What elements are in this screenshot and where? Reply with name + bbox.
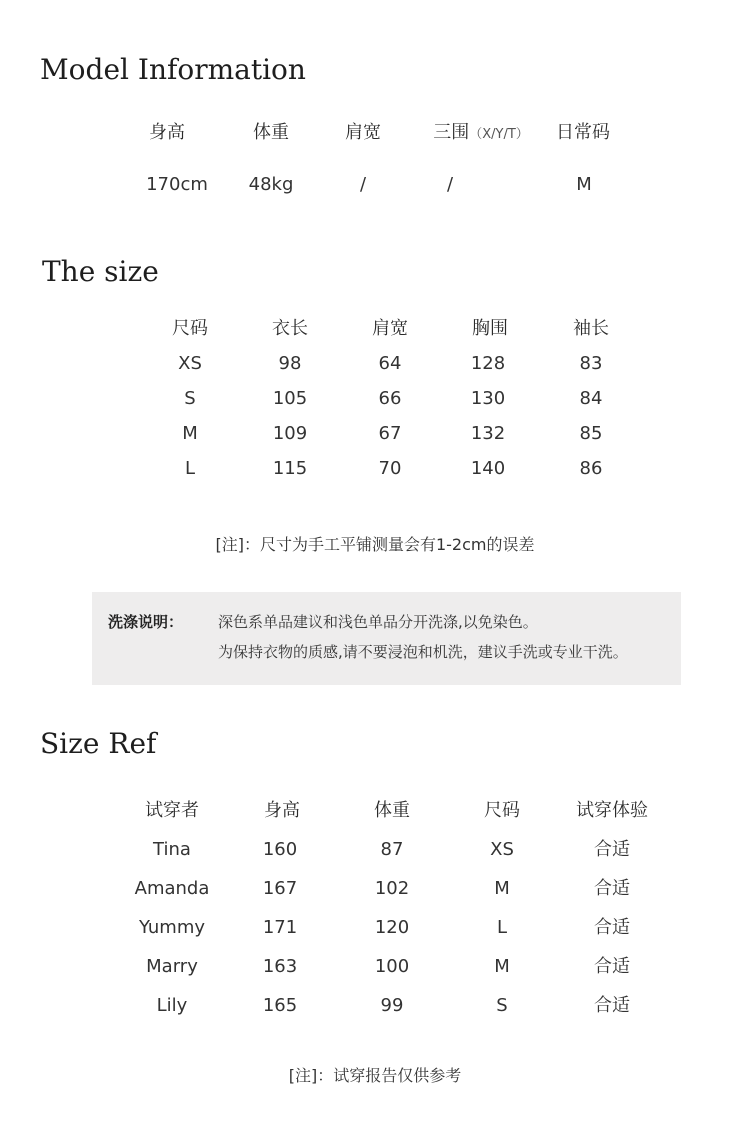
size-cell: L: [496, 917, 508, 938]
size-table-title: The size: [42, 255, 159, 288]
model-value-height: 170cm: [146, 174, 208, 195]
sleeve-cell: 84: [579, 388, 603, 409]
fit-cell: 合适: [594, 917, 630, 938]
size-cell: M: [182, 423, 198, 444]
height-cell: 165: [262, 995, 298, 1016]
table-row: [0, 384, 750, 414]
size-table-note: [注]：尺寸为手工平铺测量会有1-2cm的误差: [215, 535, 535, 554]
chest-cell: 130: [470, 388, 506, 409]
height-cell: 163: [262, 956, 298, 977]
size-header-shoulder: 肩宽: [372, 318, 408, 339]
ref-header-weight: 体重: [374, 800, 410, 821]
sleeve-cell: 83: [579, 353, 603, 374]
table-row: [0, 454, 750, 484]
table-row: [0, 913, 750, 943]
weight-cell: 87: [380, 839, 404, 860]
model-value-shoulder: /: [359, 174, 367, 195]
shoulder-cell: 67: [378, 423, 402, 444]
washing-line-1: 深色系单品建议和浅色单品分开洗涤,以免染色。: [218, 613, 538, 631]
model-header-shoulder: 肩宽: [345, 122, 381, 143]
model-header-measurements-label: 三围: [433, 122, 470, 143]
model-info-value-row: [0, 170, 750, 200]
size-ref-note: [注]：试穿报告仅供参考: [288, 1066, 462, 1085]
fit-cell: 合适: [594, 956, 630, 977]
table-row: [0, 419, 750, 449]
weight-cell: 102: [374, 878, 410, 899]
washing-instructions-box: [92, 592, 681, 685]
table-row: [0, 835, 750, 865]
height-cell: 171: [262, 917, 298, 938]
model-info-header-row: [0, 118, 750, 148]
fit-cell: 合适: [594, 839, 630, 860]
shoulder-cell: 66: [378, 388, 402, 409]
height-cell: 160: [262, 839, 298, 860]
size-header-length: 衣长: [272, 318, 308, 339]
model-header-height: 身高: [149, 122, 185, 143]
size-cell: XS: [490, 839, 514, 860]
chest-cell: 128: [470, 353, 506, 374]
tester-cell: Marry: [146, 956, 198, 977]
model-header-measurements-sub: （X/Y/T）: [469, 127, 529, 142]
table-row: [0, 349, 750, 379]
model-header-measurements: [433, 118, 529, 150]
chest-cell: 132: [470, 423, 506, 444]
size-header-sleeve: 袖长: [573, 318, 609, 339]
chest-cell: 140: [470, 458, 506, 479]
tester-cell: Tina: [153, 839, 191, 860]
table-row: [0, 874, 750, 904]
sleeve-cell: 85: [579, 423, 603, 444]
model-value-daily-size: M: [576, 174, 592, 195]
size-ref-header-row: [0, 796, 750, 826]
length-cell: 115: [272, 458, 308, 479]
model-info-title: Model Information: [40, 53, 306, 86]
weight-cell: 120: [374, 917, 410, 938]
size-ref-title: Size Ref: [40, 727, 157, 760]
size-cell: XS: [178, 353, 202, 374]
washing-line-2: 为保持衣物的质感,请不要浸泡和机洗，建议手洗或专业干洗。: [218, 643, 628, 661]
washing-label: 洗涤说明：: [108, 613, 184, 631]
size-cell: S: [184, 388, 196, 409]
size-cell: M: [494, 878, 510, 899]
ref-header-size: 尺码: [484, 800, 520, 821]
model-header-weight: 体重: [253, 122, 289, 143]
size-cell: M: [494, 956, 510, 977]
model-header-daily-size: 日常码: [556, 122, 610, 143]
model-value-measurements: /: [446, 174, 454, 195]
length-cell: 109: [272, 423, 308, 444]
weight-cell: 99: [380, 995, 404, 1016]
size-table-header-row: [0, 314, 750, 344]
tester-cell: Yummy: [138, 917, 206, 938]
sleeve-cell: 86: [579, 458, 603, 479]
shoulder-cell: 64: [378, 353, 402, 374]
table-row: [0, 991, 750, 1021]
size-cell: L: [184, 458, 196, 479]
size-header-size: 尺码: [172, 318, 208, 339]
fit-cell: 合适: [594, 995, 630, 1016]
tester-cell: Lily: [156, 995, 188, 1016]
length-cell: 105: [272, 388, 308, 409]
height-cell: 167: [262, 878, 298, 899]
size-header-chest: 胸围: [472, 318, 508, 339]
tester-cell: Amanda: [134, 878, 210, 899]
ref-header-tester: 试穿者: [145, 800, 199, 821]
size-cell: S: [496, 995, 508, 1016]
fit-cell: 合适: [594, 878, 630, 899]
model-value-weight: 48kg: [248, 174, 294, 195]
length-cell: 98: [278, 353, 302, 374]
table-row: [0, 952, 750, 982]
weight-cell: 100: [374, 956, 410, 977]
ref-header-height: 身高: [264, 800, 300, 821]
ref-header-fit: 试穿体验: [576, 800, 648, 821]
shoulder-cell: 70: [378, 458, 402, 479]
